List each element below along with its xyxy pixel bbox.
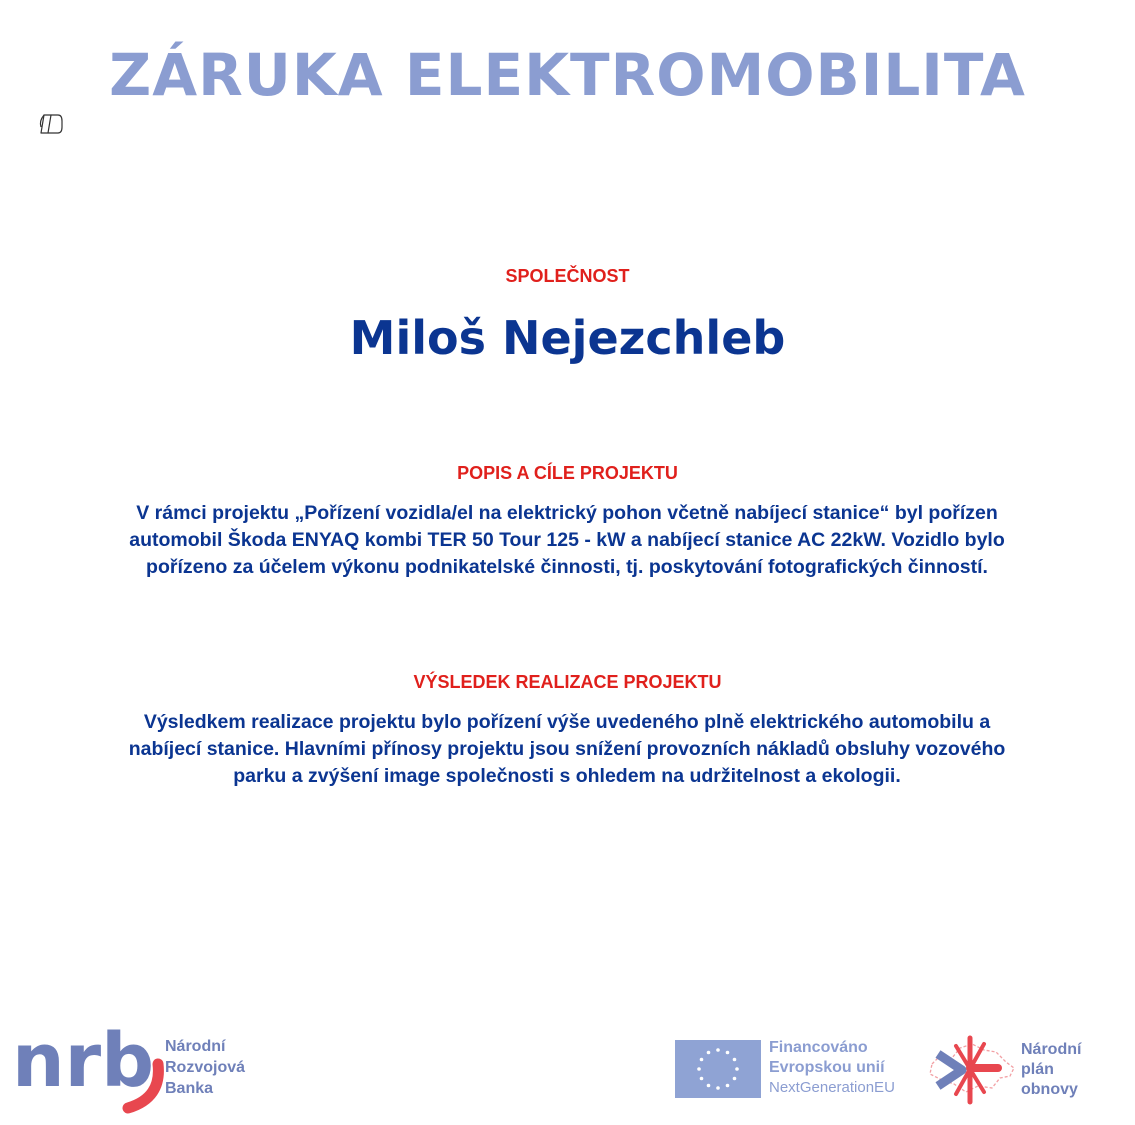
npo-line: plán xyxy=(1021,1061,1054,1078)
description-line: automobil Škoda ENYAQ kombi TER 50 Tour 125 - kW a nabíjecí stanice AC 22kW. Vozidlo bylo xyxy=(129,529,1005,551)
npo-line: obnovy xyxy=(1021,1081,1078,1098)
eu-star-icon xyxy=(707,1084,711,1088)
npo-logo xyxy=(926,1034,1018,1106)
eu-star-icon xyxy=(697,1067,701,1071)
eu-star-icon xyxy=(735,1067,739,1071)
nrb-line: Banka xyxy=(165,1080,214,1097)
eu-star-icon xyxy=(700,1058,704,1062)
eu-star-icon xyxy=(733,1077,737,1081)
eu-star-icon xyxy=(726,1051,730,1055)
nrb-name xyxy=(165,1036,245,1099)
eu-flag-icon xyxy=(675,1040,761,1098)
description-label: POPIS A CÍLE PROJEKTU xyxy=(457,463,678,483)
result-line: Výsledkem realizace projektu bylo pořízení výše uvedeného plně elektrického automobilu a xyxy=(143,711,991,733)
eu-star-icon xyxy=(726,1084,730,1088)
result-label: VÝSLEDEK REALIZACE PROJEKTU xyxy=(413,672,722,692)
result-line: nabíjecí stanice. Hlavními přínosy projektu jsou snížení provozních nákladů obsluhy vozového xyxy=(128,738,1006,760)
eu-star-icon xyxy=(707,1051,711,1055)
nrb-logo-text: nrb xyxy=(12,1018,155,1104)
eu-star-icon xyxy=(733,1058,737,1062)
eu-line: Evropskou unií xyxy=(769,1059,885,1076)
eu-star-icon xyxy=(700,1077,704,1081)
nrb-line: Rozvojová xyxy=(165,1059,246,1076)
npo-name xyxy=(1021,1040,1081,1100)
description-line: V rámci projektu „Pořízení vozidla/el na elektrický pohon včetně nabíjecí stanice“ byl pořízen xyxy=(136,502,998,524)
company-name: Miloš Nejezchleb xyxy=(349,311,786,365)
copilot-icon[interactable] xyxy=(38,113,64,135)
company-label: SPOLEČNOST xyxy=(505,266,630,286)
eu-line: NextGenerationEU xyxy=(769,1079,895,1096)
page-title: ZÁRUKA ELEKTROMOBILITA xyxy=(109,41,1026,109)
eu-funding-text xyxy=(769,1038,895,1098)
npo-line: Národní xyxy=(1021,1041,1082,1058)
eu-line: Financováno xyxy=(769,1039,868,1056)
eu-star-icon xyxy=(716,1048,720,1052)
description-text xyxy=(117,500,1017,581)
nrb-line: Národní xyxy=(165,1038,226,1055)
description-line: pořízeno za účelem výkonu podnikatelské činnosti, tj. poskytování fotografických činností. xyxy=(146,556,988,578)
result-line: parku a zvýšení image společnosti s ohledem na udržitelnost a ekologii. xyxy=(233,765,901,787)
result-text xyxy=(117,709,1017,790)
eu-star-icon xyxy=(716,1086,720,1090)
